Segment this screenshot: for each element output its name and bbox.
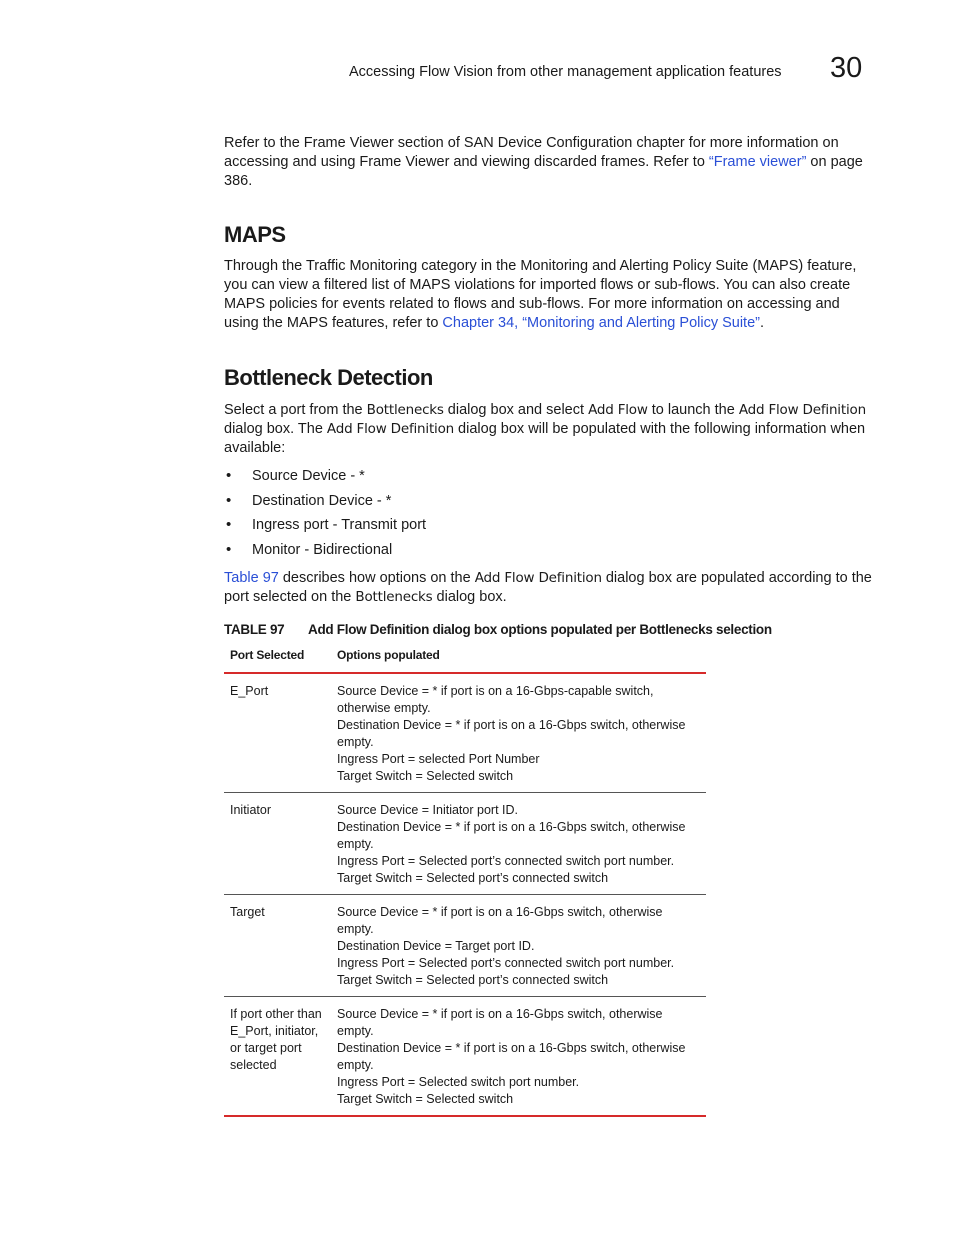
maps-heading: MAPS bbox=[224, 222, 286, 247]
list-item: • Destination Device - * bbox=[226, 491, 392, 509]
bottleneck-paragraph: Select a port from the Bottlenecks dialog box and select Add Flow to launch the Add Flow Definition dialog box. The Add Flow Definition dialog box will be populated with the following information when available: bbox=[224, 402, 866, 456]
port-cell: If port other than E_Port, initiator, or target port selected bbox=[224, 996, 331, 1116]
table-row bbox=[224, 894, 706, 996]
options-table bbox=[224, 644, 706, 1117]
table-row bbox=[224, 996, 706, 1116]
options-cell: Source Device = * if port is on a 16-Gbps-capable switch, otherwise empty. Destination Device = * if port is on a 16-Gbps switch, otherwise empty. Ingress Port = selected Port Number Target Switch = Selected switch bbox=[337, 683, 686, 783]
port-cell: Initiator bbox=[224, 792, 331, 894]
bullet-icon: • bbox=[226, 467, 232, 484]
ui-term: Add Flow Definition bbox=[326, 421, 455, 437]
maps-paragraph: Through the Traffic Monitoring category in the Monitoring and Alerting Policy Suite (MAPS) feature, you can view a filtered list of MAPS violations for imported flows or sub-flows. You can also create MAPS policies for events related to flows and sub-flows. For more information on accessing and using the MAPS features, refer to Chapter 34, “Monitoring and Alerting Policy Suite”. bbox=[224, 258, 857, 331]
ui-term: Bottlenecks bbox=[355, 588, 433, 605]
table-title: Add Flow Definition dialog box options populated per Bottlenecks selection bbox=[308, 621, 772, 637]
ui-term: Add Flow Definition bbox=[738, 402, 866, 418]
chapter-number: 30 bbox=[830, 52, 863, 84]
list-item: • Source Device - * bbox=[226, 467, 365, 484]
port-cell: E_Port bbox=[230, 683, 269, 698]
frame-viewer-link[interactable]: “Frame viewer” bbox=[708, 154, 807, 170]
ui-term: Add Flow Definition bbox=[474, 569, 602, 586]
options-cell: Source Device = Initiator port ID. Destination Device = * if port is on a 16-Gbps switch, otherwise empty. Ingress Port = Selected port’s connected switch port number. Target Switch = Selected port’s connected switch bbox=[331, 792, 706, 894]
options-cell: Source Device = * if port is on a 16-Gbps switch, otherwise empty. Destination Device = Target port ID. Ingress Port = Selected port’s connected switch port number. Target Switch = Selected port’s connected switch bbox=[331, 894, 706, 996]
bullet-list bbox=[224, 467, 872, 566]
bottleneck-heading: Bottleneck Detection bbox=[224, 365, 433, 390]
list-item: • Monitor - Bidirectional bbox=[226, 541, 393, 559]
table-caption bbox=[224, 620, 872, 640]
options-cell: Source Device = * if port is on a 16-Gbps switch, otherwise empty. Destination Device = * if port is on a 16-Gbps switch, otherwise empty. Ingress Port = Selected switch port number. Target Switch = Selected switch bbox=[331, 996, 706, 1116]
column-header-port: Port Selected bbox=[224, 644, 331, 673]
main-content bbox=[224, 134, 872, 1117]
table-number: TABLE 97 bbox=[224, 621, 285, 637]
ui-term: Add Flow bbox=[588, 402, 648, 418]
ui-term: Bottlenecks bbox=[366, 402, 444, 418]
table-row bbox=[224, 673, 706, 793]
table-header-row bbox=[224, 644, 706, 673]
intro-paragraph: Refer to the Frame Viewer section of SAN Device Configuration chapter for more information on accessing and using Frame Viewer and viewing discarded frames. Refer to “Frame viewer” on page 386. bbox=[224, 135, 863, 189]
bullet-icon: • bbox=[226, 541, 232, 559]
running-header: Accessing Flow Vision from other management application features bbox=[349, 64, 782, 80]
list-item: • Ingress port - Transmit port bbox=[226, 516, 427, 534]
table-reference-paragraph: Table 97 describes how options on the Add Flow Definition dialog box are populated according to the port selected on the Bottlenecks dialog box. bbox=[224, 569, 872, 605]
table-row bbox=[224, 792, 706, 894]
table-97-link[interactable]: Table 97 bbox=[224, 569, 279, 586]
port-cell: Target bbox=[224, 894, 331, 996]
column-header-options: Options populated bbox=[331, 644, 706, 673]
bullet-icon: • bbox=[226, 516, 232, 534]
bullet-icon: • bbox=[226, 491, 232, 509]
maps-chapter-link[interactable]: Chapter 34, “Monitoring and Alerting Policy Suite” bbox=[442, 315, 760, 331]
